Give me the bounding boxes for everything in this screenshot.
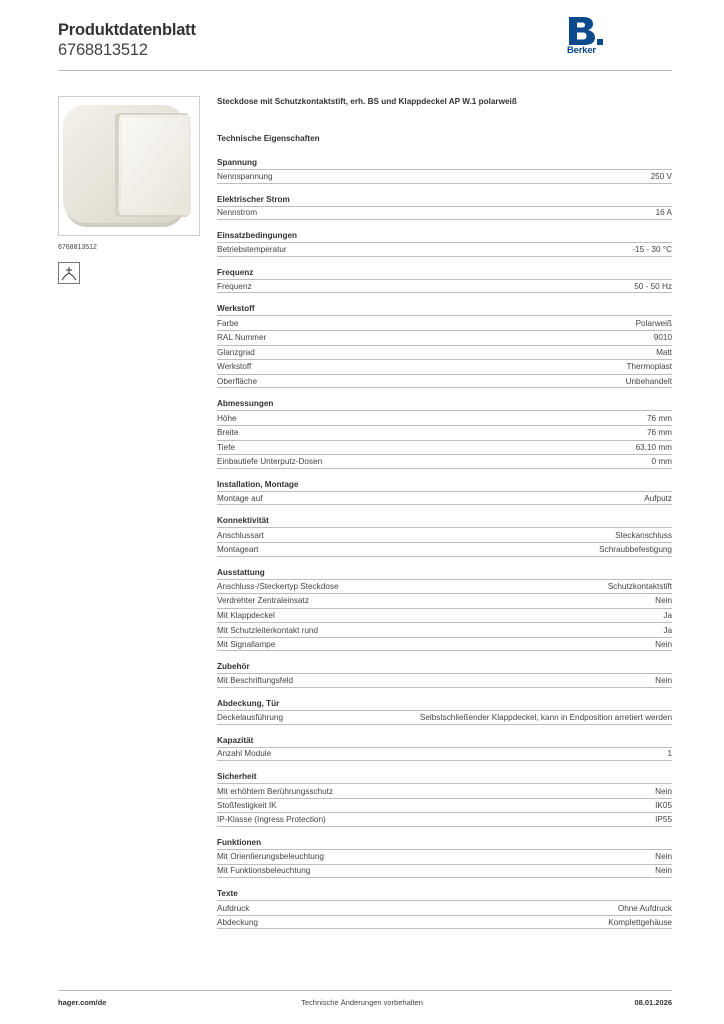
spec-table [217, 900, 672, 929]
spec-group [217, 735, 672, 762]
row-value: 9010 [653, 333, 672, 343]
table-row [217, 637, 672, 652]
row-value: 63,10 mm [635, 442, 672, 452]
table-row [217, 410, 672, 425]
spec-group [217, 267, 672, 294]
row-value: Nein [655, 786, 672, 796]
row-value: Ohne Aufdruck [617, 903, 672, 913]
table-row [217, 608, 672, 623]
group-title: Frequenz [217, 267, 254, 277]
row-label: RAL Nummer [217, 333, 267, 343]
table-row [217, 747, 672, 762]
row-value: 250 V [650, 171, 672, 181]
group-title: Sicherheit [217, 772, 257, 782]
row-label: Abdeckung [217, 917, 258, 927]
group-title: Konnektivität [217, 516, 269, 526]
row-value: 50 - 50 Hz [634, 281, 672, 291]
spec-group [217, 194, 672, 221]
table-row [217, 710, 672, 725]
row-value: Nein [655, 852, 672, 862]
table-row [217, 673, 672, 688]
header-divider [58, 70, 672, 71]
table-row [217, 425, 672, 440]
spec-group [217, 771, 672, 827]
row-label: Betriebstemperatur [217, 244, 287, 254]
footer-note: Technische Änderungen vorbehalten [301, 998, 423, 1007]
spec-table [217, 673, 672, 688]
wall-socket-photo [59, 97, 199, 235]
footer-date: 08.01.2026 [634, 998, 672, 1007]
row-label: Mit Orientierungsbeleuchtung [217, 852, 324, 862]
table-row [217, 440, 672, 455]
product-title: Steckdose mit Schutzkontaktstift, erh. BS und Klappdeckel AP W.1 polarweiß [217, 97, 517, 106]
spec-group [217, 837, 672, 878]
table-row [217, 579, 672, 594]
group-title: Spannung [217, 158, 258, 167]
spec-group [217, 157, 672, 184]
row-value: Selbstschließender Klappdeckel, kann in Endposition arretiert werden [419, 712, 672, 722]
spec-group [217, 398, 672, 468]
spec-table [217, 491, 672, 506]
group-title: Abdeckung, Tür [217, 699, 280, 709]
row-value: Nein [655, 596, 672, 606]
spec-group [217, 479, 672, 506]
group-title: Installation, Montage [217, 479, 299, 489]
surface-mount-symbol-icon [58, 262, 80, 284]
spec-table [217, 279, 672, 294]
group-title: Funktionen [217, 838, 262, 848]
row-label: Farbe [217, 318, 239, 328]
row-value: 76 mm [646, 428, 672, 438]
spec-group [217, 303, 672, 388]
row-value: Polarweiß [635, 318, 672, 328]
row-label: Anschluss-/Steckertyp Steckdose [217, 581, 339, 591]
table-row [217, 915, 672, 930]
row-label: Montageart [217, 544, 259, 554]
spec-group [217, 567, 672, 652]
row-label: Montage auf [217, 493, 263, 503]
spec-group [217, 888, 672, 929]
group-title: Abmessungen [217, 399, 274, 409]
spec-groups [217, 157, 672, 929]
row-label: Deckelausführung [217, 712, 283, 722]
table-row [217, 783, 672, 798]
table-row [217, 359, 672, 374]
spec-table [217, 849, 672, 878]
row-label: Stoßfestigkeit IK [217, 801, 277, 811]
table-row [217, 279, 672, 294]
spec-table [217, 783, 672, 827]
row-value: Schutzkontaktstift [607, 581, 672, 591]
row-label: Oberfläche [217, 376, 258, 386]
group-title: Texte [217, 889, 238, 899]
group-title: Einsatzbedingungen [217, 231, 298, 241]
row-value: Nein [655, 676, 672, 686]
footer-website: hager.com/de [58, 998, 107, 1007]
spec-table [217, 579, 672, 652]
row-value: Thermoplast [626, 362, 672, 372]
row-label: Mit erhöhtem Berührungsschutz [217, 786, 334, 796]
row-value: 76 mm [646, 413, 672, 423]
row-label: Werkstoff [217, 362, 252, 372]
table-row [217, 798, 672, 813]
logo-text: Berker [567, 45, 596, 56]
spec-content [217, 96, 672, 929]
spec-table [217, 747, 672, 762]
row-label: Mit Signallampe [217, 639, 276, 649]
row-value: 16 A [655, 208, 672, 218]
row-value: IK05 [655, 801, 672, 811]
row-value: Unbehandelt [625, 376, 672, 386]
document-title: Produktdatenblatt [58, 21, 196, 39]
berker-logo [567, 16, 605, 58]
spec-table [217, 527, 672, 556]
table-row [217, 812, 672, 827]
berker-b-icon [567, 16, 605, 46]
spec-table [217, 410, 672, 468]
row-value: Ja [663, 625, 672, 635]
row-label: Nennspannung [217, 171, 273, 181]
row-value: 0 mm [651, 456, 672, 466]
table-row [217, 345, 672, 360]
spec-group [217, 698, 672, 725]
section-heading: Technische Eigenschaften [217, 134, 320, 143]
table-row [217, 315, 672, 330]
table-row [217, 527, 672, 542]
row-label: Frequenz [217, 281, 252, 291]
row-value: Schraubbefestigung [599, 544, 672, 554]
spec-table [217, 242, 672, 257]
photo-caption: 6768813512 [58, 244, 97, 251]
table-row [217, 491, 672, 506]
product-photo [58, 96, 200, 236]
row-value: Matt [656, 347, 672, 357]
row-label: Mit Beschriftungsfeld [217, 676, 293, 686]
row-label: Aufdruck [217, 903, 250, 913]
row-label: Breite [217, 428, 239, 438]
table-row [217, 900, 672, 915]
table-row [217, 242, 672, 257]
table-row [217, 169, 672, 184]
table-row [217, 330, 672, 345]
group-title: Kapazität [217, 735, 254, 745]
group-title: Ausstattung [217, 567, 265, 577]
table-row [217, 849, 672, 864]
row-label: Glanzgrad [217, 347, 255, 357]
row-label: Anschlussart [217, 530, 264, 540]
row-label: Höhe [217, 413, 237, 423]
group-title: Elektrischer Strom [217, 194, 290, 204]
row-label: Tiefe [217, 442, 235, 452]
spec-table [217, 206, 672, 221]
row-label: Mit Funktionsbeleuchtung [217, 866, 311, 876]
table-row [217, 206, 672, 221]
spec-group [217, 230, 672, 257]
spec-table [217, 169, 672, 184]
row-label: Einbautiefe Unterputz-Dosen [217, 456, 323, 466]
row-value: Komplettgehäuse [608, 917, 672, 927]
row-value: -15 - 30 °C [632, 244, 672, 254]
table-row [217, 454, 672, 469]
row-label: Anzahl Module [217, 749, 272, 759]
row-label: Verdrehter Zentraleinsatz [217, 596, 309, 606]
row-value: IP55 [655, 815, 672, 825]
row-label: Mit Klappdeckel [217, 610, 275, 620]
row-label: IP-Klasse (Ingress Protection) [217, 815, 326, 825]
row-value: Ja [663, 610, 672, 620]
spec-table [217, 710, 672, 725]
row-value: Steckanschluss [615, 530, 672, 540]
document-header [58, 20, 196, 60]
row-value: Nein [655, 866, 672, 876]
spec-table [217, 315, 672, 388]
table-row [217, 622, 672, 637]
row-label: Nennstrom [217, 208, 258, 218]
row-value: 1 [667, 749, 672, 759]
table-row [217, 374, 672, 389]
row-value: Aufputz [644, 493, 672, 503]
table-row [217, 542, 672, 557]
table-row [217, 593, 672, 608]
group-title: Werkstoff [217, 304, 255, 314]
article-number: 6768813512 [58, 41, 148, 59]
group-title: Zubehör [217, 662, 250, 672]
row-label: Mit Schutzleiterkontakt rund [217, 625, 319, 635]
footer-divider [58, 990, 672, 991]
spec-group [217, 515, 672, 556]
spec-group [217, 661, 672, 688]
row-value: Nein [655, 639, 672, 649]
table-row [217, 864, 672, 879]
